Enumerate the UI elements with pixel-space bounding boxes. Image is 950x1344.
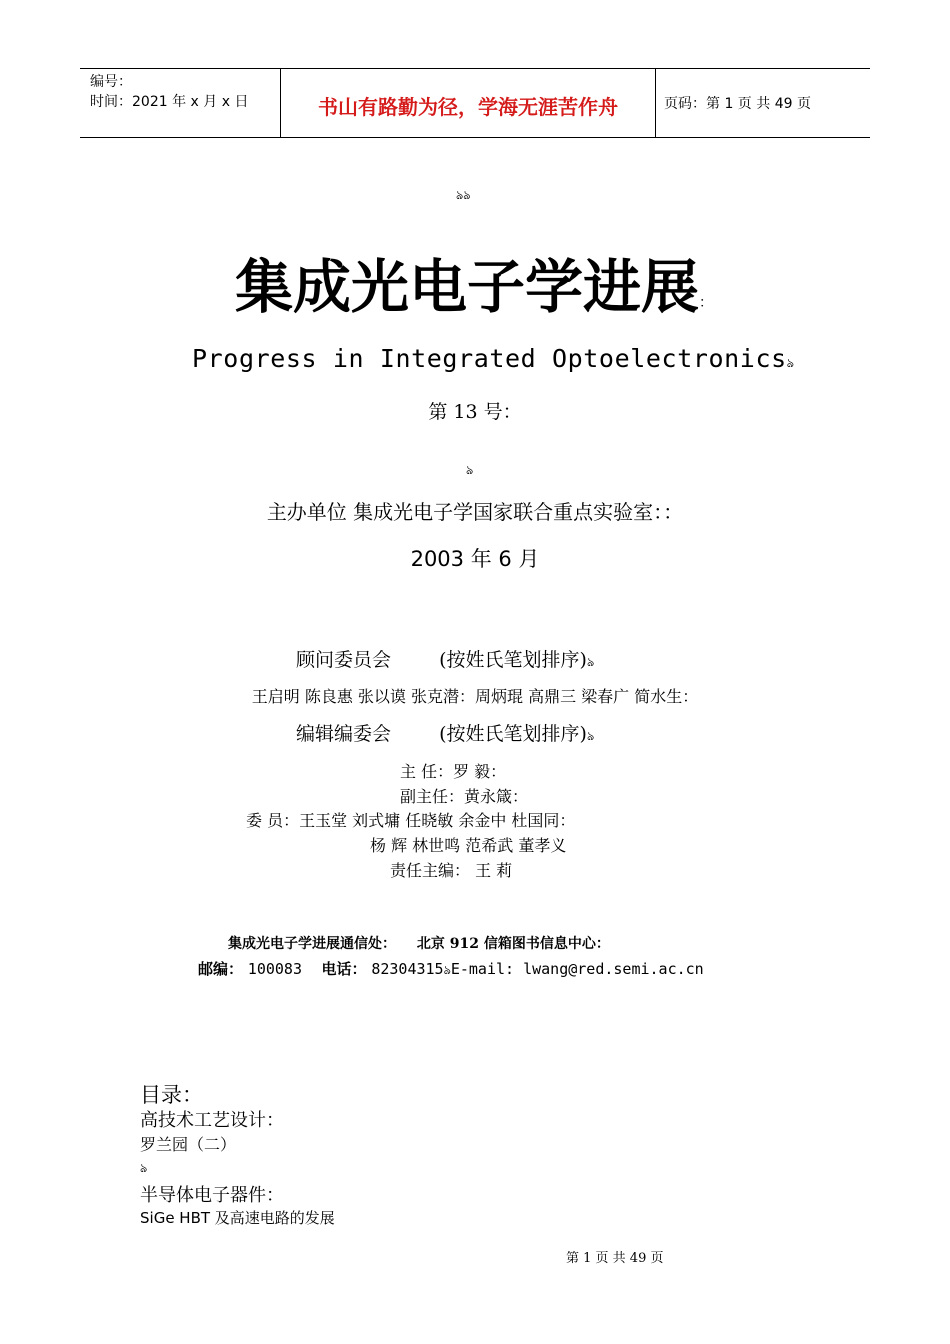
number-label: 编号： xyxy=(90,74,132,90)
page-label: 页码：第 1 页 共 49 页 xyxy=(664,96,811,112)
motto: 书山有路勤为径，学海无涯苦作舟 xyxy=(318,95,618,119)
decor-mark: ঌ xyxy=(586,655,595,669)
editorial-members-line1: 委 员：王玉堂 刘式墉 任晓敏 余金中 杜国同： xyxy=(246,811,576,830)
english-title xyxy=(192,344,795,375)
decor-mark: ঌ xyxy=(443,963,451,977)
toc-heading: 目录： xyxy=(140,1083,203,1107)
decor-mark: ঌ xyxy=(466,463,474,477)
contact-details xyxy=(198,958,704,982)
footer-page-number: 第 1 页 共 49 页 xyxy=(566,1251,664,1266)
document-header xyxy=(80,68,870,138)
english-title-text: Progress in Integrated Optoelectronics xyxy=(192,344,787,373)
advisory-title: 顾问委员会 xyxy=(296,649,392,671)
address: 北京 912 信箱图书信息中心： xyxy=(416,936,610,952)
advisory-order-note: (按姓氏笔划排序) xyxy=(439,649,587,671)
title-suffix: ： xyxy=(699,295,715,311)
editorial-title: 编辑编委会 xyxy=(296,723,392,745)
title-main: 集成光电子学进展 xyxy=(234,253,699,321)
issue-number: 第 13 号： xyxy=(428,401,522,423)
header-meta xyxy=(90,72,248,112)
toc-item-1[interactable]: 罗兰园（二） xyxy=(140,1135,237,1154)
toc-item-2[interactable]: SiGe HBT 及高速电路的发展 xyxy=(140,1209,335,1227)
editorial-vice-director: 副主任：黄永箴： xyxy=(400,787,529,806)
phone: 82304315 xyxy=(371,960,444,978)
decor-mark: ঌ xyxy=(586,729,595,743)
header-divider xyxy=(280,69,281,137)
chief-editor: 责任主编： 王 莉 xyxy=(390,861,513,880)
advisory-heading xyxy=(296,645,594,674)
editorial-heading xyxy=(296,719,594,748)
time-label: 时间：2021 年 x 月 x 日 xyxy=(90,94,249,110)
postcode-label: 邮编： xyxy=(198,960,244,978)
contact-address xyxy=(228,933,610,953)
phone-label: 电话： xyxy=(321,960,367,978)
address-label: 集成光电子学进展通信处： xyxy=(228,936,396,952)
header-divider xyxy=(655,69,656,137)
toc-section-1: 高技术工艺设计： xyxy=(140,1110,284,1131)
publish-date: 2003 年 6 月 xyxy=(410,547,540,571)
postcode: 100083 xyxy=(247,960,302,978)
decor-mark: ঌ xyxy=(140,1161,148,1175)
decor-mark: ঌ xyxy=(786,356,795,370)
email: E-mail: lwang@red.semi.ac.cn xyxy=(450,960,704,978)
sponsor: 主办单位 集成光电子学国家联合重点实验室：： xyxy=(266,500,684,524)
decor-mark: ঌঌ xyxy=(456,188,471,202)
editorial-order-note: (按姓氏笔划排序) xyxy=(439,723,587,745)
page-title xyxy=(0,252,950,338)
editorial-members-line2: 杨 辉 林世鸣 范希武 董孝义 xyxy=(370,836,567,855)
editorial-director: 主 任：罗 毅： xyxy=(400,762,507,781)
toc-section-2: 半导体电子器件： xyxy=(140,1185,284,1206)
advisory-members: 王启明 陈良惠 张以谟 张克潜：周炳琨 高鼎三 梁春广 简水生： xyxy=(251,687,699,706)
